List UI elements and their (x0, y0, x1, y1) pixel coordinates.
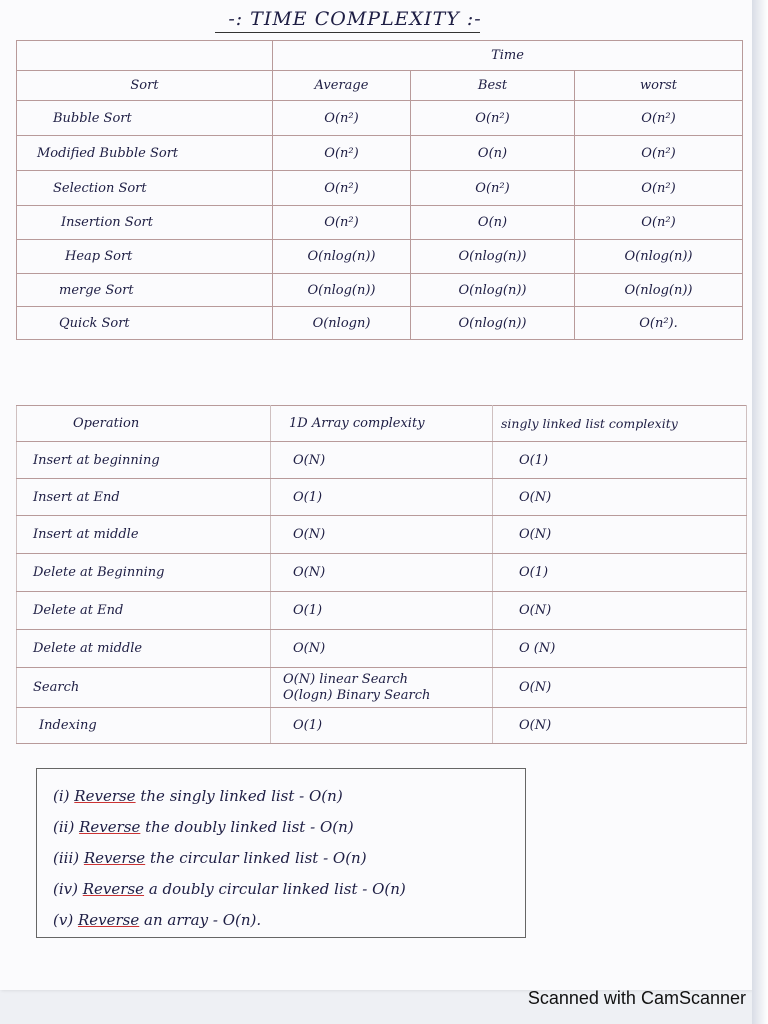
operation-name: Delete at End (17, 592, 271, 630)
worst-value: O(nlog(n)) (575, 240, 743, 274)
worst-column-header: worst (575, 71, 743, 101)
table-row (17, 479, 747, 516)
list-complexity: O(N) (493, 708, 747, 744)
array-column-header: 1D Array complexity (271, 406, 493, 442)
operation-name: Search (17, 668, 271, 708)
list-complexity: O(N) (493, 668, 747, 708)
operation-name: Delete at Beginning (17, 554, 271, 592)
linked-list-column-header: singly linked list complexity (493, 406, 747, 442)
operations-complexity-table (16, 405, 747, 744)
sort-column-header: Sort (17, 71, 273, 101)
average-value: O(n²) (273, 171, 411, 206)
table-row (17, 307, 743, 340)
table-row (17, 554, 747, 592)
sort-name: Bubble Sort (17, 101, 273, 136)
note-keyword: Reverse (77, 911, 140, 929)
sort-complexity-table (16, 40, 743, 340)
average-value: O(nlogn) (273, 307, 411, 340)
sort-name: Selection Sort (17, 171, 273, 206)
operation-name: Insert at End (17, 479, 271, 516)
table-row (17, 592, 747, 630)
list-complexity: O(N) (493, 592, 747, 630)
operation-column-header: Operation (17, 406, 271, 442)
note-line (53, 781, 509, 812)
list-complexity: O(N) (493, 479, 747, 516)
table-row (17, 630, 747, 668)
average-value: O(n²) (273, 206, 411, 240)
list-complexity: O (N) (493, 630, 747, 668)
array-complexity: O(1) (271, 592, 493, 630)
title-underline (215, 32, 480, 33)
average-value: O(n²) (273, 101, 411, 136)
array-complexity: O(N) (271, 554, 493, 592)
operation-name: Indexing (17, 708, 271, 744)
table-row (17, 442, 747, 479)
table-row (17, 171, 743, 206)
sort-name: merge Sort (17, 274, 273, 307)
operation-name: Insert at beginning (17, 442, 271, 479)
best-value: O(n²) (411, 101, 575, 136)
binary-search-complexity: O(logn) Binary Search (283, 687, 431, 703)
sort-name: Heap Sort (17, 240, 273, 274)
worst-value: O(n²) (575, 101, 743, 136)
note-line (53, 812, 509, 843)
table-row (17, 206, 743, 240)
note-line (53, 843, 509, 874)
best-value: O(n²) (411, 171, 575, 206)
worst-value: O(n²) (575, 136, 743, 171)
array-complexity: O(1) (271, 479, 493, 516)
note-number: (ii) (53, 818, 75, 836)
note-text: the circular linked list - O(n) (149, 849, 367, 867)
best-value: O(n) (411, 206, 575, 240)
sort-table-corner (17, 41, 273, 71)
array-complexity: O(N) (271, 630, 493, 668)
note-text: the doubly linked list - O(n) (145, 818, 354, 836)
note-keyword: Reverse (82, 880, 145, 898)
average-column-header: Average (273, 71, 411, 101)
operation-name: Delete at middle (17, 630, 271, 668)
best-value: O(nlog(n)) (411, 274, 575, 307)
note-number: (iii) (53, 849, 80, 867)
sort-name: Modified Bubble Sort (17, 136, 273, 171)
average-value: O(nlog(n)) (273, 274, 411, 307)
note-keyword: Reverse (74, 787, 136, 805)
sort-name: Quick Sort (17, 307, 273, 340)
table-row (17, 516, 747, 554)
list-complexity: O(1) (493, 554, 747, 592)
list-complexity: O(1) (493, 442, 747, 479)
best-column-header: Best (411, 71, 575, 101)
sort-name: Insertion Sort (17, 206, 273, 240)
sort-table-header-row (17, 71, 743, 101)
time-group-header: Time (273, 41, 743, 71)
note-text: a doubly circular linked list - O(n) (148, 880, 406, 898)
best-value: O(nlog(n)) (411, 240, 575, 274)
sort-table-group-row (17, 41, 743, 71)
note-text: an array - O(n). (144, 911, 262, 929)
table-row (17, 274, 743, 307)
operation-name: Insert at middle (17, 516, 271, 554)
linear-search-complexity: O(N) linear Search (283, 671, 409, 687)
note-line (53, 874, 509, 905)
average-value: O(n²) (273, 136, 411, 171)
best-value: O(nlog(n)) (411, 307, 575, 340)
worst-value: O(n²) (575, 171, 743, 206)
array-complexity-search (271, 668, 493, 708)
average-value: O(nlog(n)) (273, 240, 411, 274)
worst-value: O(nlog(n)) (575, 274, 743, 307)
note-line (53, 905, 509, 936)
table-row (17, 668, 747, 708)
worst-value: O(n²) (575, 206, 743, 240)
note-keyword: Reverse (83, 849, 146, 867)
table-row (17, 708, 747, 744)
ops-table-header-row (17, 406, 747, 442)
note-text: the singly linked list - O(n) (140, 787, 343, 805)
note-number: (iv) (53, 880, 78, 898)
table-row (17, 136, 743, 171)
worst-value: O(n²). (575, 307, 743, 340)
paper-edge (752, 0, 768, 1024)
camscanner-watermark: Scanned with CamScanner (527, 988, 746, 1008)
list-complexity: O(N) (493, 516, 747, 554)
best-value: O(n) (411, 136, 575, 171)
array-complexity: O(1) (271, 708, 493, 744)
array-complexity: O(N) (271, 516, 493, 554)
page-title: -: TIME COMPLEXITY :- (228, 8, 482, 30)
table-row (17, 240, 743, 274)
reverse-notes-box (36, 768, 526, 938)
note-number: (v) (53, 911, 74, 929)
note-number: (i) (53, 787, 70, 805)
table-row (17, 101, 743, 136)
note-keyword: Reverse (79, 818, 141, 836)
array-complexity: O(N) (271, 442, 493, 479)
